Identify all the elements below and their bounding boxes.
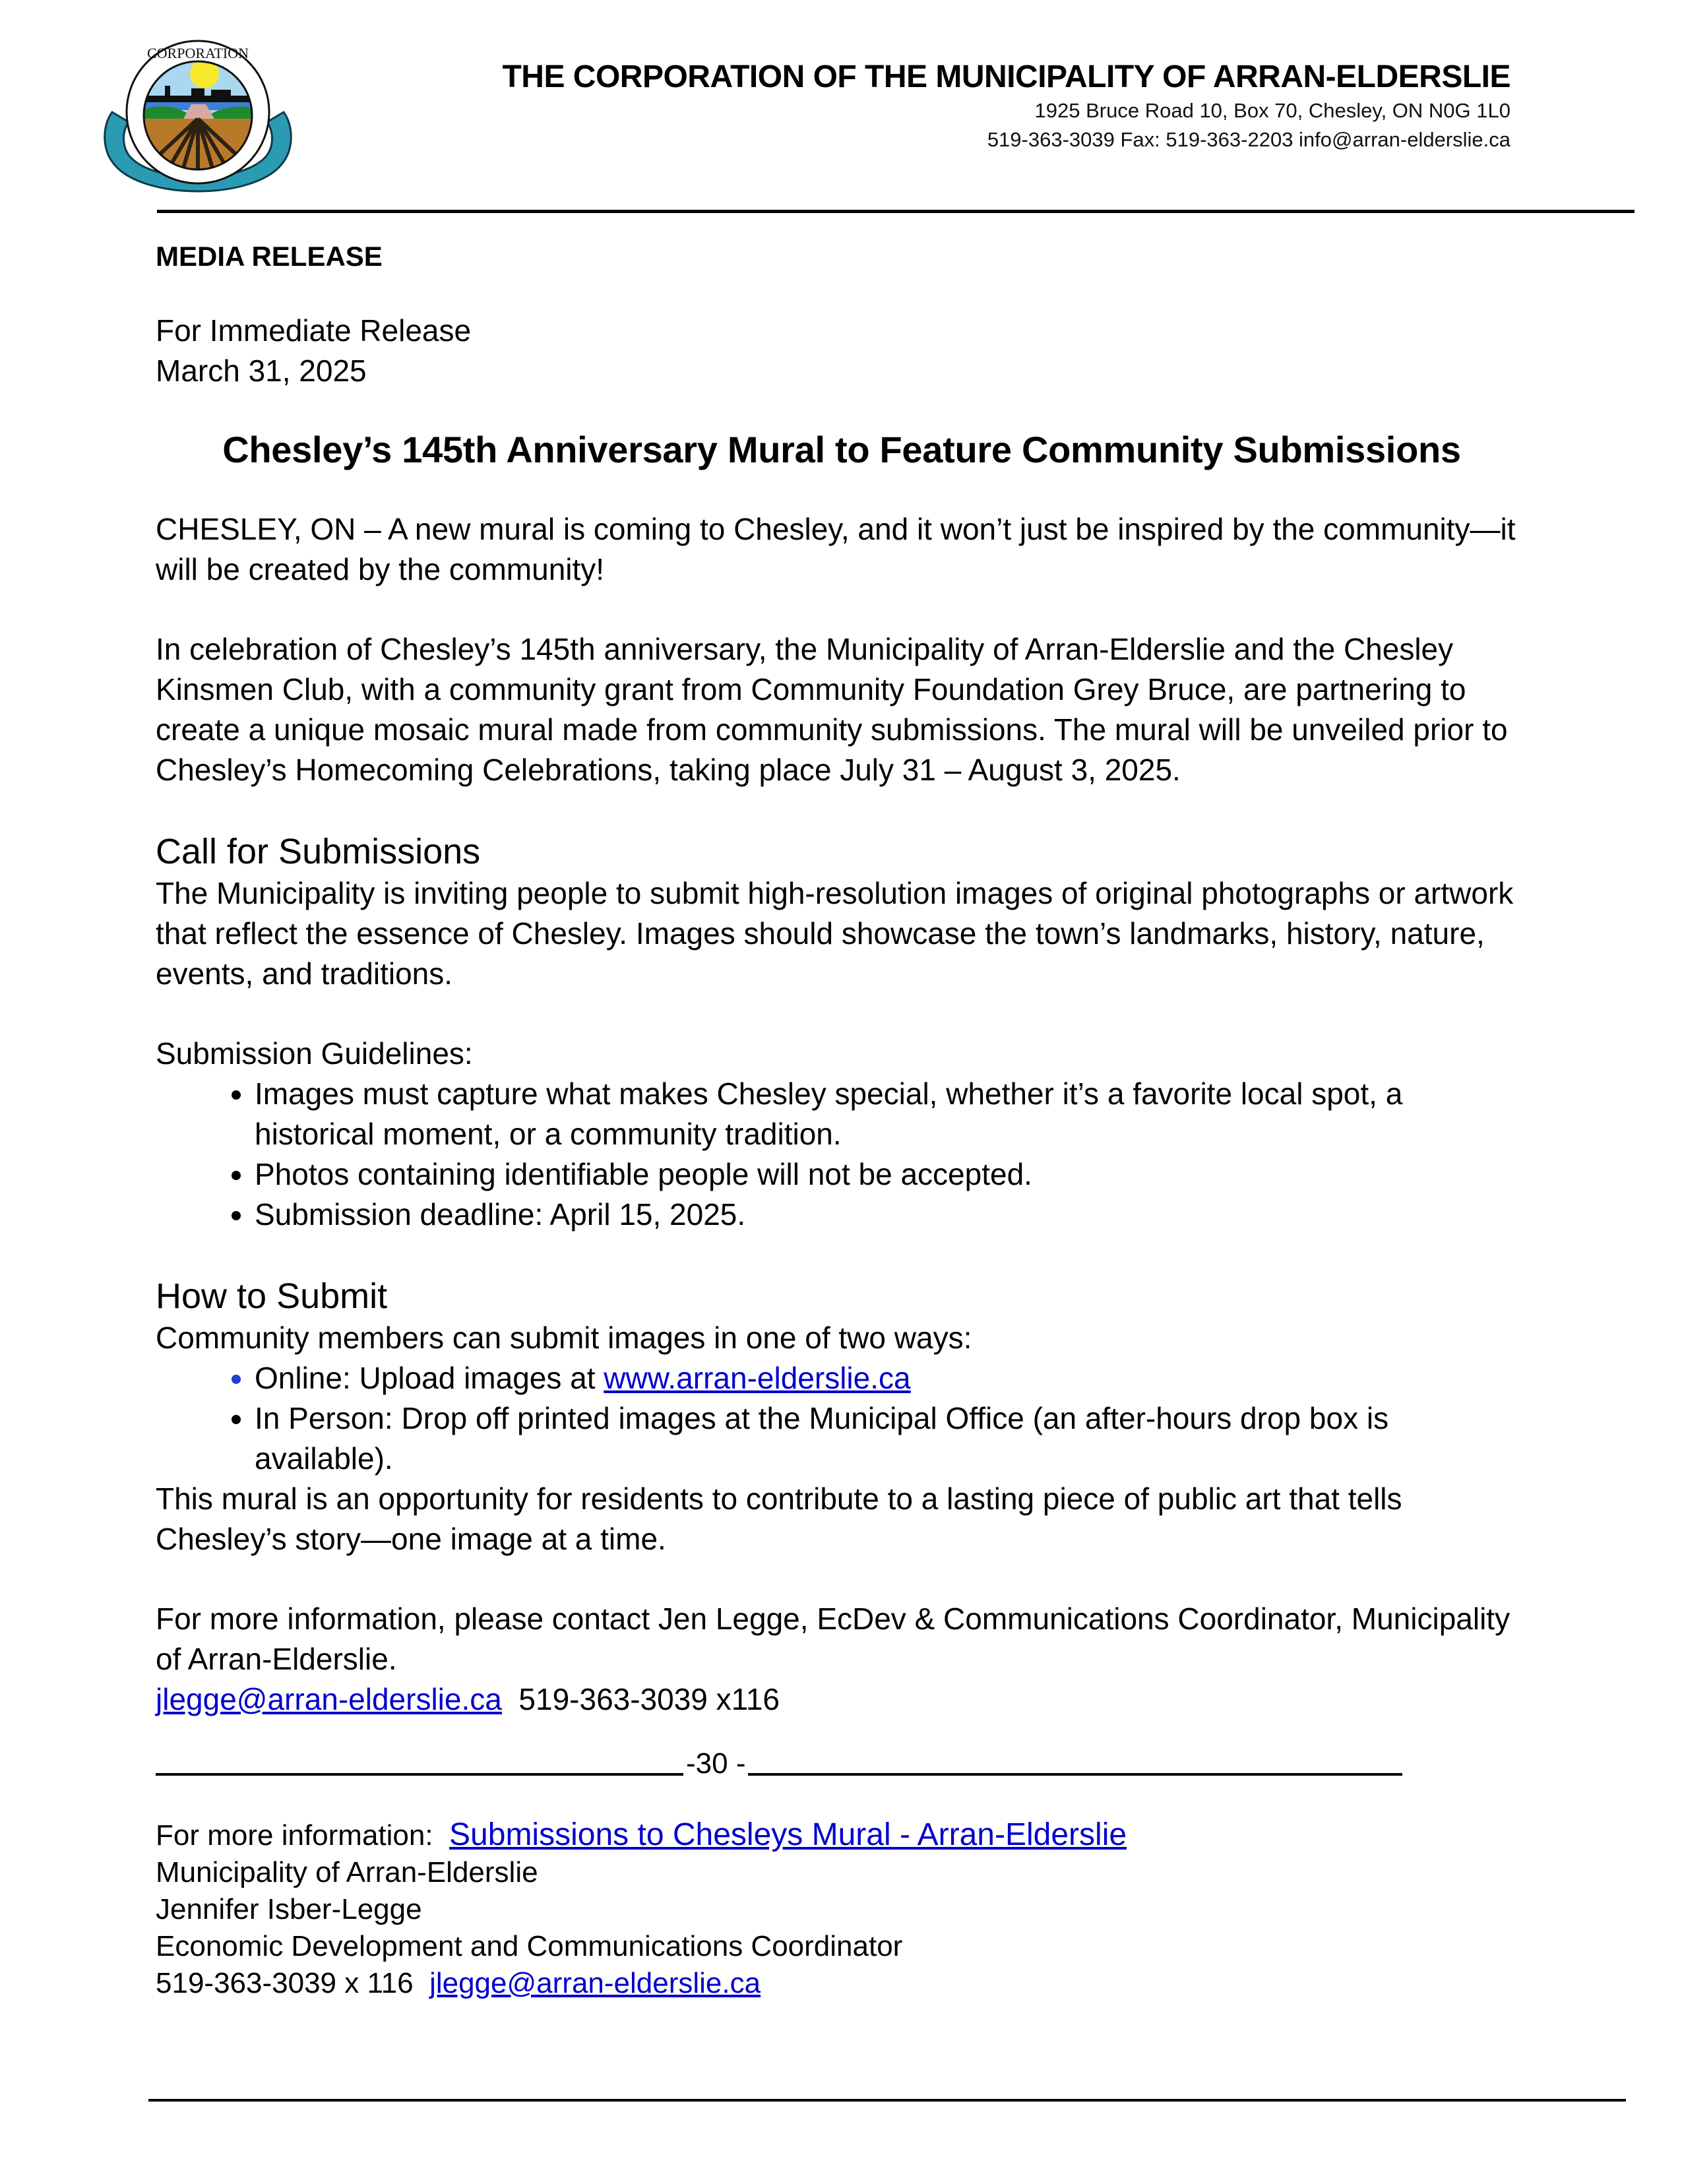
media-release-label: MEDIA RELEASE xyxy=(156,241,383,272)
corporation-seal-icon xyxy=(99,33,297,204)
header-divider xyxy=(157,210,1635,213)
intro-paragraph: CHESLEY, ON – A new mural is coming to Chesley, and it won’t just be inspired by the community—it will be created by the community! xyxy=(156,512,1516,586)
release-content xyxy=(156,224,1528,2002)
divider-line-right xyxy=(748,1773,1402,1776)
submission-methods-list xyxy=(156,1358,1528,1479)
letterhead xyxy=(502,58,1511,154)
svg-text:CORPORATION: CORPORATION xyxy=(146,45,249,61)
release-date: March 31, 2025 xyxy=(156,354,367,388)
footer-phone-line xyxy=(156,1965,1528,2002)
footer-role: Economic Development and Communications Coordinator xyxy=(156,1930,903,1962)
org-contact-line: 519-363-3039 Fax: 519-363-2203 info@arran-elderslie.ca xyxy=(987,128,1511,151)
call-for-submissions-heading: Call for Submissions xyxy=(156,832,481,871)
guideline-item: • Images must capture what makes Chesley special, whether it’s a favorite local spot, a historical moment, or a community tradition. xyxy=(255,1074,1528,1154)
how-to-submit-heading: How to Submit xyxy=(156,1276,388,1316)
release-meta xyxy=(156,311,1528,391)
call-paragraph: The Municipality is inviting people to submit high-resolution images of original photographs or artwork that reflect the essence of Chesley. Images should showcase the town’s landmarks, history, nature, events, and traditions. xyxy=(156,876,1514,991)
org-name: THE CORPORATION OF THE MUNICIPALITY OF ARRAN-ELDERSLIE xyxy=(502,59,1511,94)
celebration-paragraph: In celebration of Chesley’s 145th anniversary, the Municipality of Arran-Elderslie and the Chesley Kinsmen Club, with a community grant from Community Foundation Grey Bruce, are partnering to create a unique mosaic mural made from community submissions. The mural will be unveiled prior to Chesley’s Homecoming Celebrations, taking place July 31 – August 3, 2025. xyxy=(156,632,1508,787)
more-info-line xyxy=(156,1817,1528,1854)
contact-line xyxy=(156,1679,1528,1720)
website-link[interactable]: www.arran-elderslie.ca xyxy=(604,1361,911,1395)
footer-org: Municipality of Arran-Elderslie xyxy=(156,1856,538,1888)
contact-paragraph: For more information, please contact Jen Legge, EcDev & Communications Coordinator, Municipality of Arran-Elderslie. xyxy=(156,1602,1511,1676)
online-prefix: Online: Upload images at xyxy=(255,1361,604,1395)
mural-page-link[interactable]: Submissions to Chesleys Mural - Arran-Elderslie xyxy=(449,1817,1127,1852)
guidelines-heading: Submission Guidelines: xyxy=(156,1036,473,1071)
release-title: Chesley’s 145th Anniversary Mural to Feature Community Submissions xyxy=(222,429,1461,470)
footer-contact xyxy=(156,1817,1528,2002)
guideline-item: • Submission deadline: April 15, 2025. xyxy=(255,1195,1528,1235)
contact-phone: 519-363-3039 x116 xyxy=(518,1682,780,1716)
footer-divider xyxy=(148,2099,1626,2102)
footer-phone: 519-363-3039 x 116 xyxy=(156,1967,414,1999)
divider-line-left xyxy=(156,1773,683,1776)
guidelines-list xyxy=(156,1074,1528,1235)
municipal-logo xyxy=(99,33,297,204)
contact-email-link[interactable]: jlegge@arran-elderslie.ca xyxy=(156,1682,502,1716)
how-intro: Community members can submit images in one of two ways: xyxy=(156,1321,972,1355)
closing-paragraph: This mural is an opportunity for residents to contribute to a lasting piece of public art that tells Chesley’s story—one image at a time. xyxy=(156,1482,1402,1556)
org-address: 1925 Bruce Road 10, Box 70, Chesley, ON N0G 1L0 xyxy=(1034,99,1511,122)
release-type: For Immediate Release xyxy=(156,313,472,348)
method-in-person: • In Person: Drop off printed images at the Municipal Office (an after-hours drop box is available). xyxy=(255,1398,1528,1479)
guideline-item: • Photos containing identifiable people will not be accepted. xyxy=(255,1154,1528,1195)
footer-name: Jennifer Isber-Legge xyxy=(156,1893,422,1925)
method-online xyxy=(255,1358,1528,1398)
end-marker: -30 - xyxy=(686,1747,746,1780)
footer-email-link[interactable]: jlegge@arran-elderslie.ca xyxy=(429,1967,761,1999)
end-marker-divider xyxy=(156,1743,1402,1784)
more-info-label: For more information: xyxy=(156,1819,433,1852)
